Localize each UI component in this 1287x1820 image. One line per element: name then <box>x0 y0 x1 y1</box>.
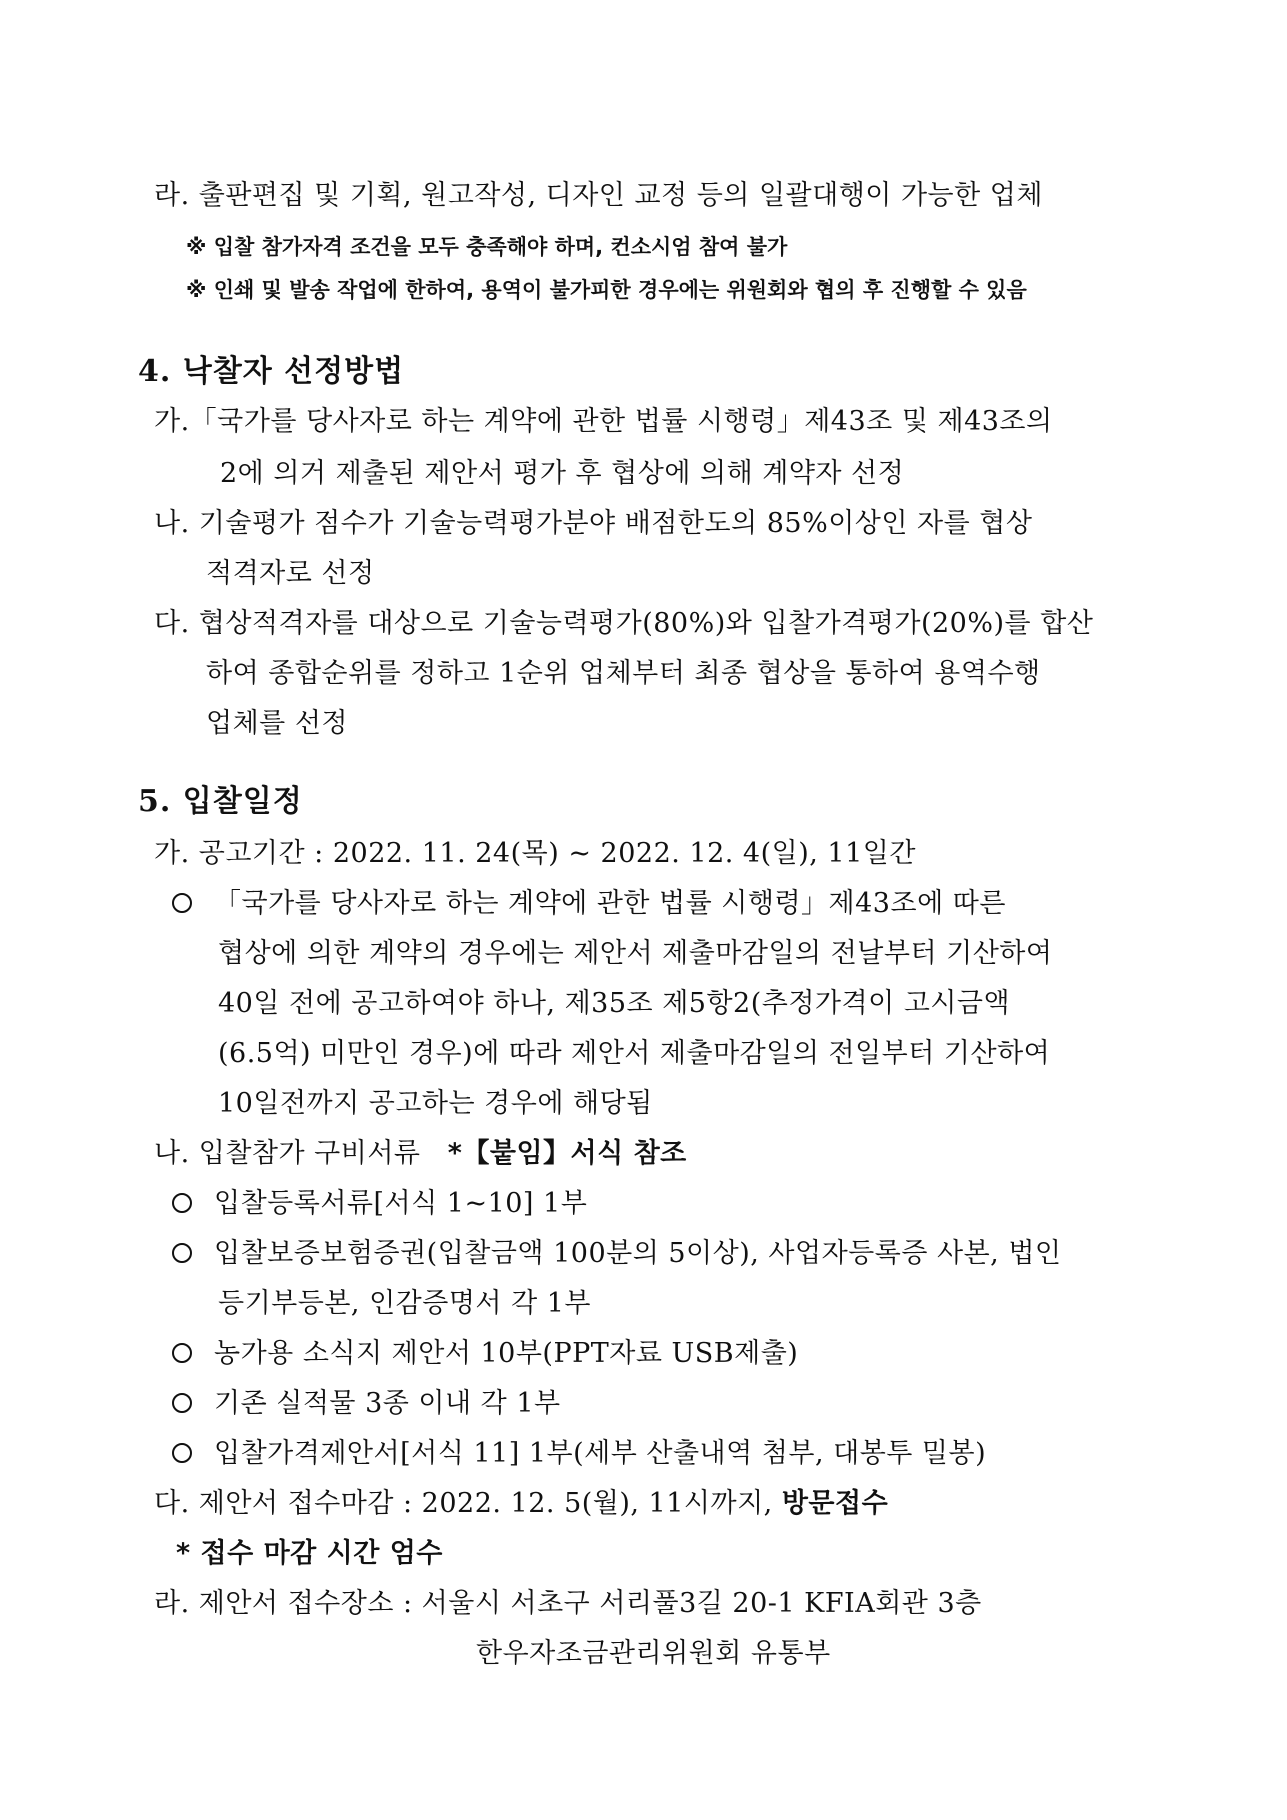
s5-item-b-doc-1: 입찰등록서류[서식 1~10] 1부 <box>172 1186 587 1222</box>
s4-item-c-line3: 업체를 선정 <box>206 708 348 739</box>
s4-item-a-line2: 2에 의거 제출된 제안서 평가 후 협상에 의해 계약자 선정 <box>220 458 905 489</box>
s5-item-b-doc-2-cont: 등기부등본, 인감증명서 각 1부 <box>218 1288 591 1319</box>
circle-bullet-icon <box>172 1343 192 1363</box>
s4-item-c-line2: 하여 종합순위를 정하고 1순위 업체부터 최종 협상을 통하여 용역수행 <box>206 658 1041 689</box>
qual-note-1: ※ 입찰 참가자격 조건을 모두 충족해야 하며, 컨소시엄 참여 불가 <box>186 235 788 259</box>
circle-bullet-icon <box>172 893 192 913</box>
s5-item-b: 나. 입찰참가 구비서류 *【붙임】서식 참조 <box>154 1138 687 1169</box>
circle-bullet-icon <box>172 1443 192 1463</box>
s4-item-a-line1: 가.「국가를 당사자로 하는 계약에 관한 법률 시행령」제43조 및 제43조의 <box>154 406 1053 437</box>
s5-item-b-doc-5: 입찰가격제안서[서식 11] 1부(세부 산출내역 첨부, 대봉투 밀봉) <box>172 1436 986 1472</box>
s5-item-b-doc-2: 입찰보증보험증권(입찰금액 100분의 5이상), 사업자등록증 사본, 법인 <box>172 1236 1062 1272</box>
s4-item-b-line1: 나. 기술평가 점수가 기술능력평가분야 배점한도의 85%이상인 자를 협상 <box>154 508 1033 539</box>
s5-item-c: 다. 제안서 접수마감 : 2022. 12. 5(월), 11시까지, 방문접수 <box>154 1488 889 1519</box>
s5-item-a-bullet-line1: 「국가를 당사자로 하는 계약에 관한 법률 시행령」제43조에 따른 <box>172 886 1006 922</box>
s5-item-a-bullet-line2: 협상에 의한 계약의 경우에는 제안서 제출마감일의 전날부터 기산하여 <box>218 938 1053 969</box>
qual-note-2: ※ 인쇄 및 발송 작업에 한하여, 용역이 불가피한 경우에는 위원회와 협의 후 진행할 수 있음 <box>186 278 1027 302</box>
s4-item-b-line2: 적격자로 선정 <box>206 558 375 589</box>
section-4-heading: 4. 낙찰자 선정방법 <box>138 354 405 389</box>
s5-item-d-line2: 한우자조금관리위원회 유통부 <box>476 1638 831 1669</box>
qual-item-d: 라. 출판편집 및 기획, 원고작성, 디자인 교정 등의 일괄대행이 가능한 업체 <box>154 180 1043 211</box>
circle-bullet-icon <box>172 1243 192 1263</box>
s4-item-c-line1: 다. 협상적격자를 대상으로 기술능력평가(80%)와 입찰가격평가(20%)를 합산 <box>154 608 1094 639</box>
s5-item-b-doc-4: 기존 실적물 3종 이내 각 1부 <box>172 1386 561 1422</box>
s5-item-c-note: * 접수 마감 시간 엄수 <box>176 1538 443 1569</box>
s5-item-a: 가. 공고기간 : 2022. 11. 24(목) ~ 2022. 12. 4(일), 11일간 <box>154 838 916 869</box>
s5-item-a-bullet-line4: (6.5억) 미만인 경우)에 따라 제안서 제출마감일의 전일부터 기산하여 <box>218 1038 1051 1069</box>
s5-item-a-bullet-line5: 10일전까지 공고하는 경우에 해당됨 <box>218 1088 653 1119</box>
attachment-reference: *【붙임】서식 참조 <box>447 1138 687 1169</box>
circle-bullet-icon <box>172 1193 192 1213</box>
s5-item-a-bullet-line3: 40일 전에 공고하여야 하나, 제35조 제5항2(추정가격이 고시금액 <box>218 988 1011 1019</box>
section-5-heading: 5. 입찰일정 <box>138 784 303 819</box>
visit-submission-label: 방문접수 <box>781 1488 889 1519</box>
circle-bullet-icon <box>172 1393 192 1413</box>
s5-item-d: 라. 제안서 접수장소 : 서울시 서초구 서리풀3길 20-1 KFIA회관 3층 <box>154 1588 982 1619</box>
s5-item-b-doc-3: 농가용 소식지 제안서 10부(PPT자료 USB제출) <box>172 1336 798 1372</box>
